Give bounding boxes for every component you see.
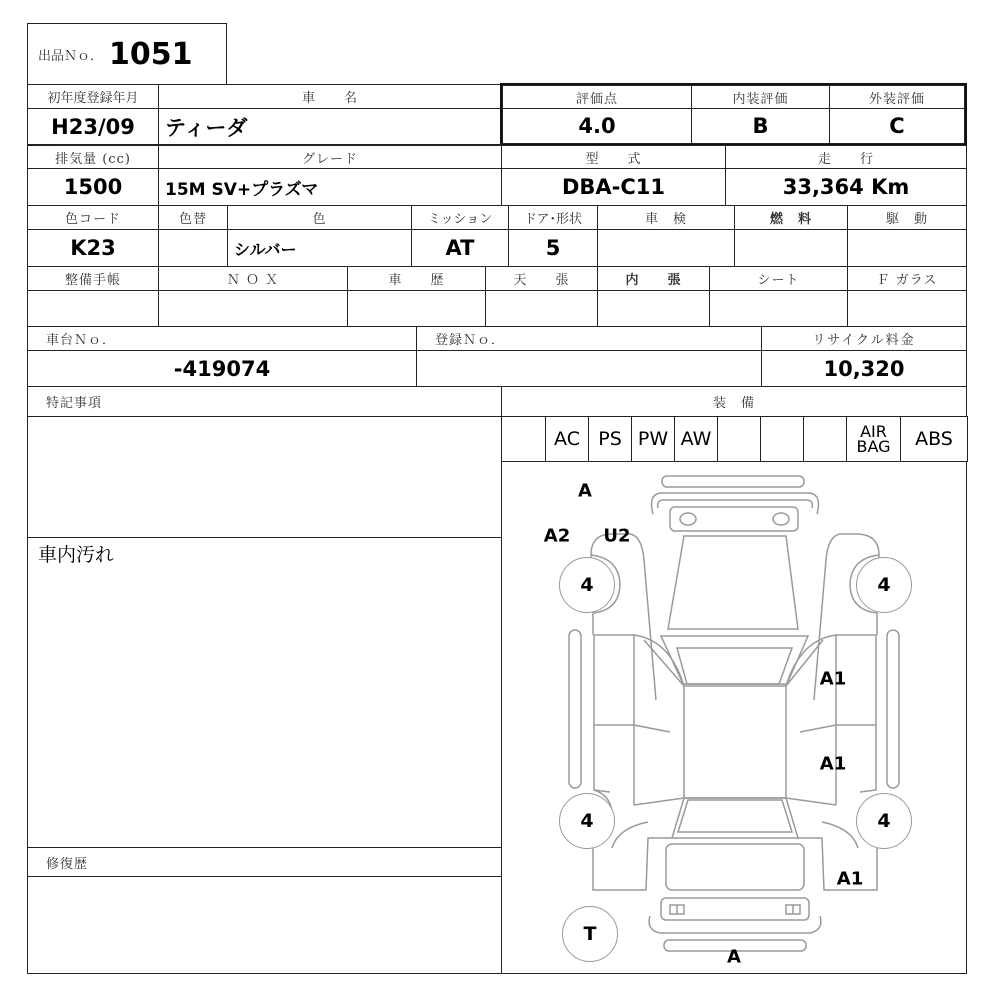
interior-trim-label: 内 張 xyxy=(597,266,710,291)
mark-front-left-fender-a: A2 xyxy=(543,525,571,547)
tire-rear-left: 4 xyxy=(559,793,615,849)
nox-value xyxy=(158,290,348,327)
windshield-label: Ｆ ガラス xyxy=(847,266,967,291)
hood xyxy=(668,536,798,629)
history-value xyxy=(347,290,486,327)
mark-right-rear-quarter: A1 xyxy=(836,868,864,890)
first-reg-label: 初年度登録年月 xyxy=(27,84,159,109)
grade-label: グレード xyxy=(158,145,502,169)
front-left-light xyxy=(680,513,696,525)
inspection-label: 車 検 xyxy=(597,205,735,230)
color-code-label: 色コード xyxy=(27,205,159,230)
first-reg-value: H23/09 xyxy=(27,108,159,145)
repair-history-value xyxy=(27,876,502,974)
color-code-value: K23 xyxy=(27,229,159,267)
equipment-item-line: AIR xyxy=(860,422,887,441)
nox-label: Ｎ Ｏ Ｘ xyxy=(158,266,348,291)
interior-trim-value xyxy=(597,290,710,327)
displacement-label: 排気量 (cc) xyxy=(27,145,159,169)
displacement-value: 1500 xyxy=(27,168,159,206)
mileage-label: 走 行 xyxy=(725,145,967,169)
windshield-inner xyxy=(677,648,792,684)
trunk xyxy=(666,844,804,890)
mark-rear-bumper: A xyxy=(727,946,741,968)
doors-label: ドア･形状 xyxy=(508,205,598,230)
chassis-value: -419074 xyxy=(27,350,417,387)
drive-value xyxy=(847,229,967,267)
inspection-value xyxy=(597,229,735,267)
car-name-label: 車 名 xyxy=(158,84,502,109)
exterior-score-value: C xyxy=(829,108,965,144)
special-notes-area xyxy=(27,416,502,538)
windshield-value xyxy=(847,290,967,327)
transmission-label: ミッション xyxy=(411,205,509,230)
drive-label: 駆 動 xyxy=(847,205,967,230)
tire-rear-right: 4 xyxy=(856,793,912,849)
special-notes-text-area xyxy=(27,537,502,848)
equipment-item-line: BAG xyxy=(856,437,891,456)
equipment-item xyxy=(803,416,847,462)
mark-front-bumper: A xyxy=(578,480,592,502)
recycle-value: 10,320 xyxy=(761,350,967,387)
equipment-item xyxy=(760,416,804,462)
doors-value: 5 xyxy=(508,229,598,267)
color-change-value xyxy=(158,229,228,267)
equipment-item xyxy=(717,416,761,462)
rear-bumper xyxy=(649,916,821,933)
left-doors xyxy=(594,635,684,805)
roof-label: 天 張 xyxy=(485,266,598,291)
repair-history-label: 修復歴 xyxy=(27,847,502,877)
model-value: DBA-C11 xyxy=(501,168,726,206)
car-name-value: ティーダ xyxy=(158,108,502,145)
right-doors xyxy=(786,635,876,805)
service-book-value xyxy=(27,290,159,327)
mark-right-rear-door: A1 xyxy=(819,753,847,775)
exterior-score-label: 外装評価 xyxy=(829,85,965,109)
mileage-value: 33,364 Km xyxy=(725,168,967,206)
rear-glass-inner xyxy=(678,800,792,832)
grade-value: 15M SV+プラズマ xyxy=(158,168,502,206)
color-value: シルバー xyxy=(227,229,412,267)
equipment-item: AC xyxy=(545,416,589,462)
model-label: 型 式 xyxy=(501,145,726,169)
left-front-fender xyxy=(591,534,656,700)
fuel-label: 燃 料 xyxy=(734,205,848,230)
tire-front-right: 4 xyxy=(856,557,912,613)
mark-right-front-door: A1 xyxy=(819,668,847,690)
spare-tire: T xyxy=(562,906,618,962)
seat-value xyxy=(709,290,848,327)
lot-number-value: 1051 xyxy=(109,36,193,72)
equipment-item xyxy=(501,416,546,462)
seat-label: シート xyxy=(709,266,848,291)
registration-value xyxy=(416,350,762,387)
color-label: 色 xyxy=(227,205,412,230)
chassis-label: 車台Ｎｏ． xyxy=(27,326,417,351)
registration-label: 登録Ｎｏ． xyxy=(416,326,762,351)
equipment-item: ABS xyxy=(900,416,968,462)
score-value: 4.0 xyxy=(502,108,692,144)
front-grille xyxy=(670,507,798,531)
equipment-item: AW xyxy=(674,416,718,462)
right-sill xyxy=(887,630,899,788)
rear-panel xyxy=(661,898,809,920)
fuel-value xyxy=(734,229,848,267)
equipment-item: PW xyxy=(631,416,675,462)
service-book-label: 整備手帳 xyxy=(27,266,159,291)
car-diagram xyxy=(501,461,967,974)
front-right-light xyxy=(773,513,789,525)
color-change-label: 色替 xyxy=(158,205,228,230)
special-notes-text: 車内汚れ xyxy=(38,544,115,566)
equipment-label: 装 備 xyxy=(501,386,967,417)
interior-score-value: B xyxy=(691,108,830,144)
lot-number-label: 出品Ｎｏ． xyxy=(38,48,104,64)
windshield xyxy=(661,636,808,686)
mark-front-left-fender-u: U2 xyxy=(603,525,631,547)
score-label: 評価点 xyxy=(502,85,692,109)
recycle-label: リサイクル料金 xyxy=(761,326,967,351)
interior-score-label: 内装評価 xyxy=(691,85,830,109)
transmission-value: AT xyxy=(411,229,509,267)
roof xyxy=(684,684,786,798)
front-bumper xyxy=(652,493,819,514)
equipment-item: PS xyxy=(588,416,632,462)
tire-front-left: 4 xyxy=(559,557,615,613)
history-label: 車 歴 xyxy=(347,266,486,291)
front-bumper-strip xyxy=(662,476,804,487)
special-notes-label: 特記事項 xyxy=(27,386,502,417)
equipment-row xyxy=(501,416,967,462)
lot-number-box xyxy=(27,23,227,85)
equipment-item xyxy=(846,416,901,462)
roof-value xyxy=(485,290,598,327)
left-sill xyxy=(569,630,581,788)
